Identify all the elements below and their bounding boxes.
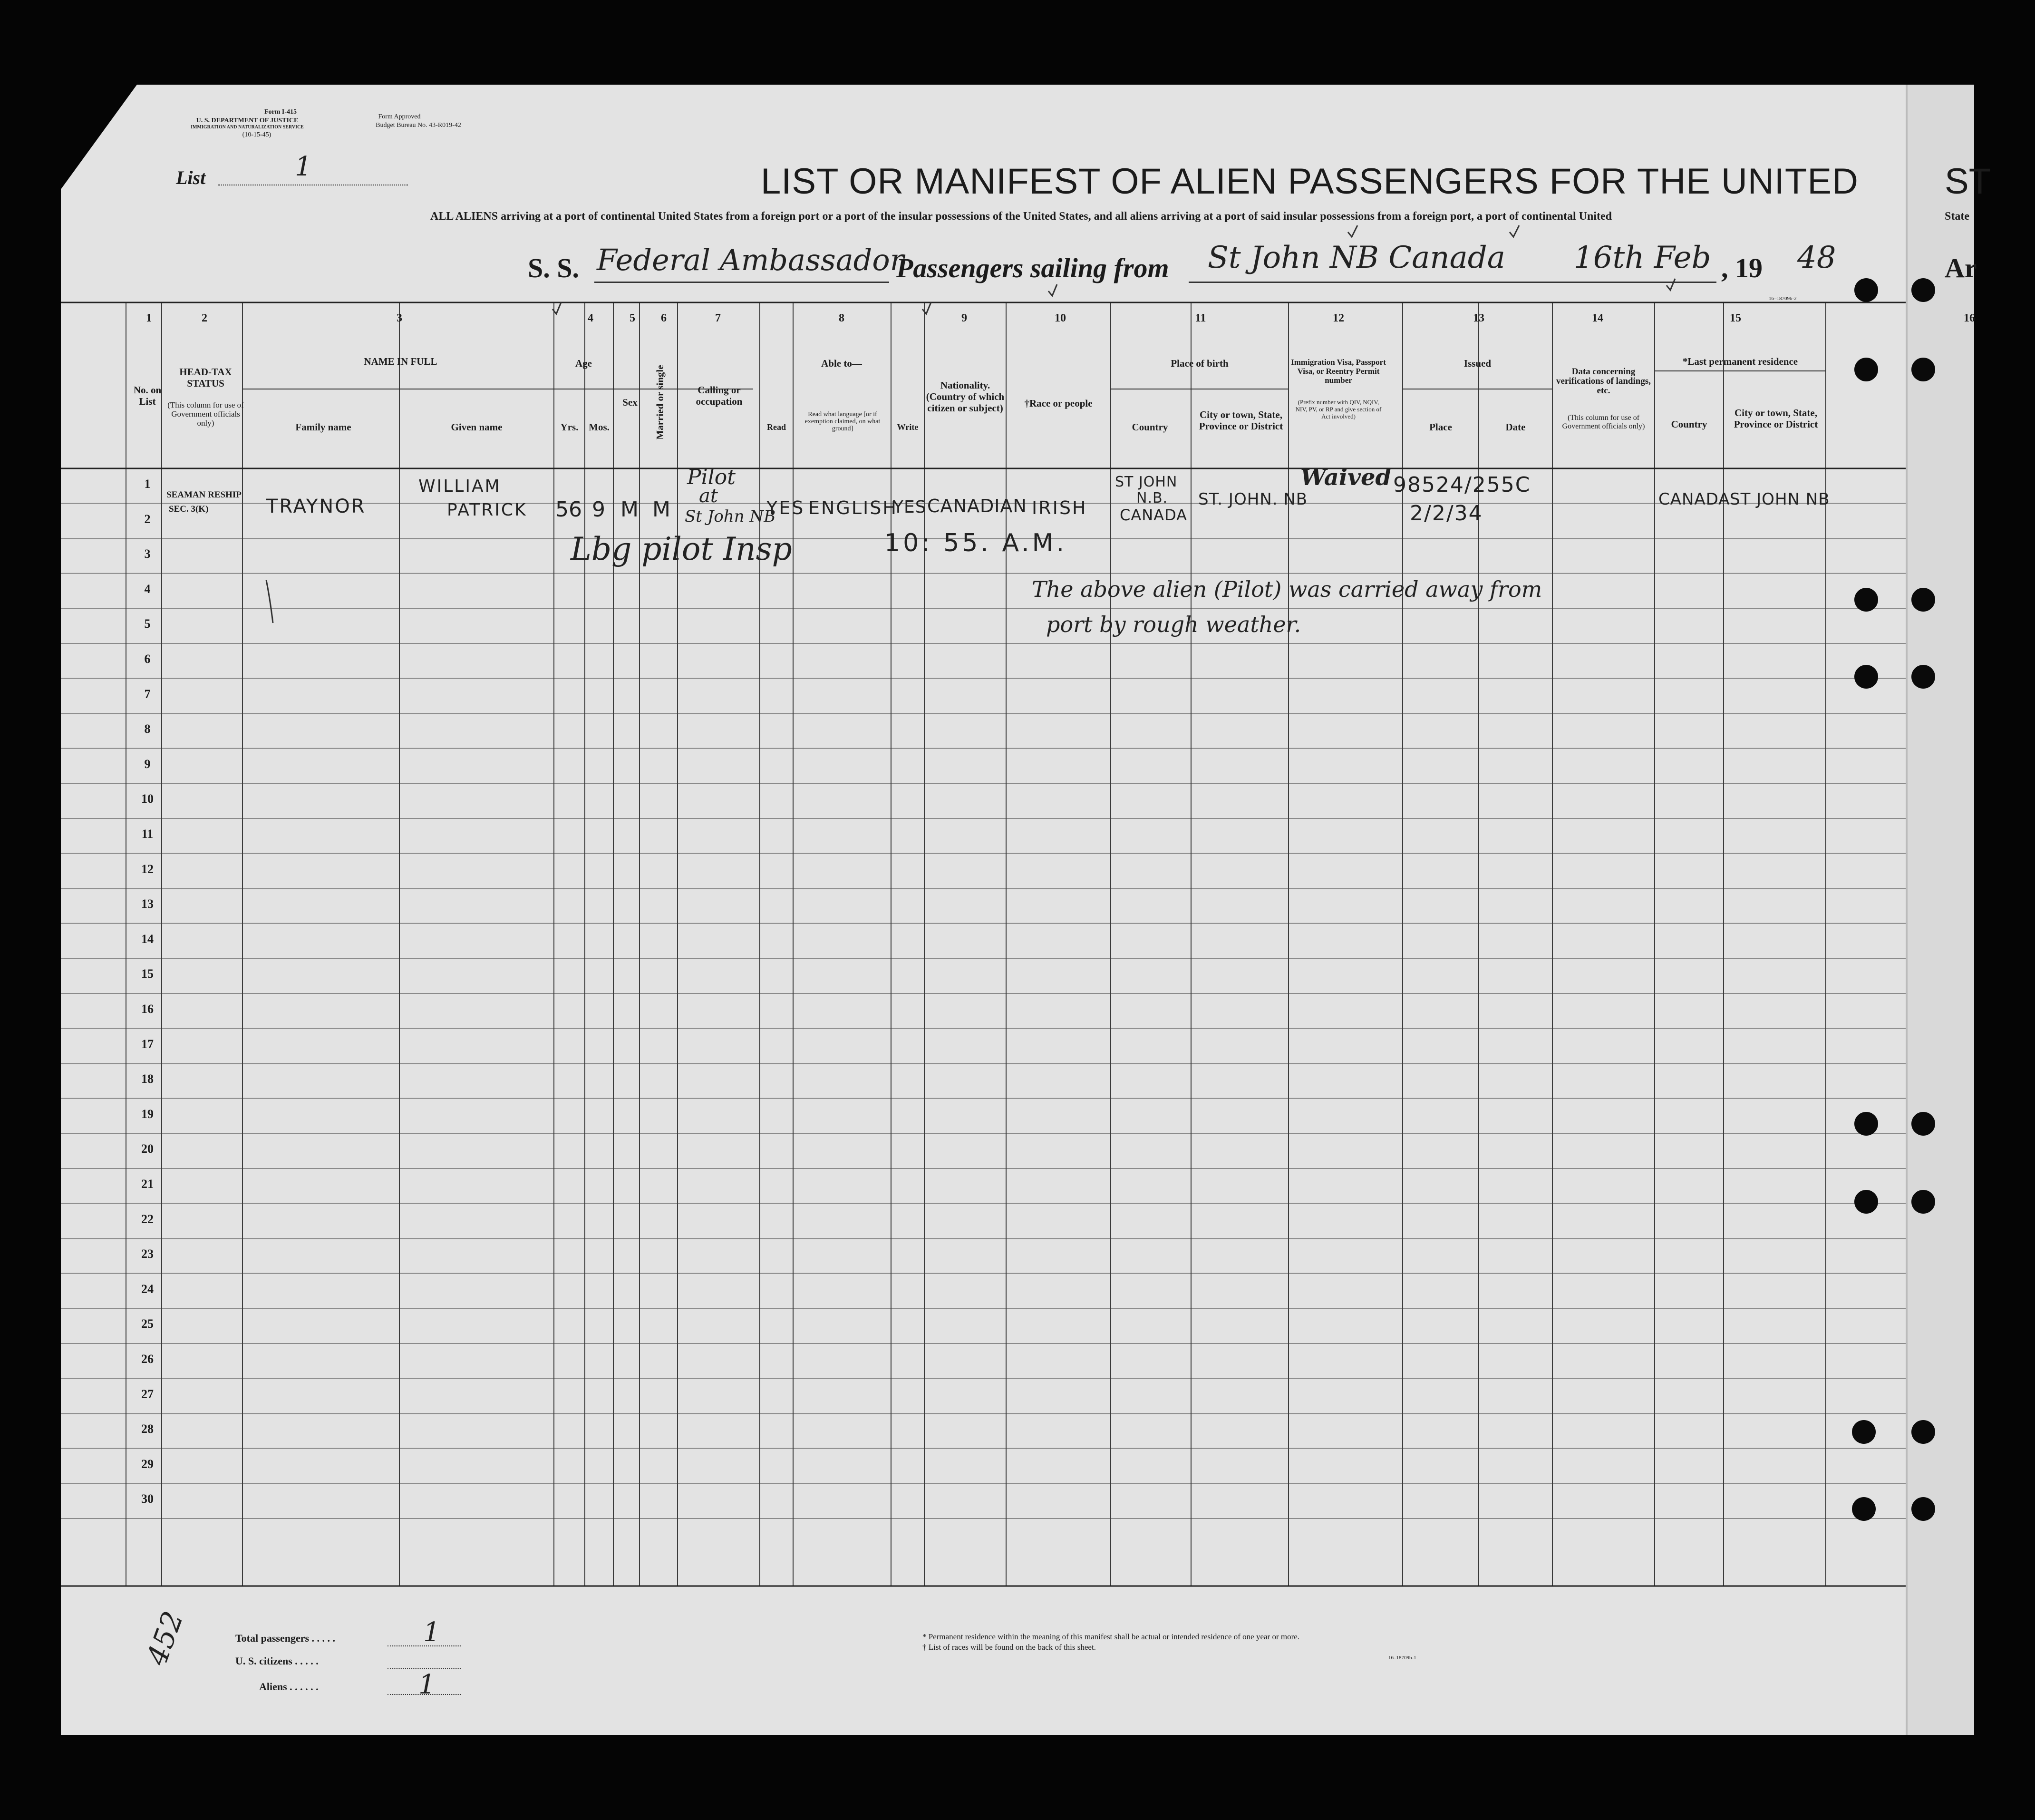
row-number: 4 — [144, 582, 151, 596]
entry-language: ENGLISH — [808, 497, 898, 518]
header-yrs: Yrs. — [560, 421, 579, 433]
entry-birth-city: ST. JOHN. NB — [1198, 490, 1308, 509]
margin-note: 452 — [140, 1607, 190, 1670]
entry-birth-country-1: ST JOHN — [1115, 474, 1178, 490]
col-number-4: 4 — [588, 312, 593, 324]
binder-hole — [1911, 1420, 1935, 1444]
header-sex: Sex — [622, 397, 638, 408]
row-number: 11 — [141, 827, 154, 841]
row-number: 23 — [141, 1247, 154, 1261]
form-subtitle: ALL ALIENS arriving at a port of continental United States from a foreign port or a port of the insular possessions of the United States, and all aliens arriving at a port of said insular possessions from a foreign port, a port of continental United — [430, 210, 1612, 223]
binder-hole — [1911, 1190, 1935, 1214]
header-mos: Mos. — [589, 421, 610, 433]
entry-issued-date: 2/2/34 — [1410, 501, 1483, 526]
entry-calling-2: at — [699, 485, 718, 507]
entry-yrs: 56 — [555, 497, 582, 522]
entry-annotation: Lbg pilot Insp — [571, 531, 792, 567]
ss-label: S. S. — [528, 253, 580, 283]
row-number: 19 — [141, 1107, 154, 1121]
next-sheet-col-number: 16 — [1964, 312, 1975, 324]
row-number: 15 — [141, 967, 154, 981]
total-passengers-value: 1 — [423, 1617, 440, 1648]
header-read-what: Read what language [or if exemption claimed, on what ground] — [804, 411, 881, 432]
row-number: 14 — [141, 932, 154, 946]
binder-hole — [1852, 1497, 1876, 1521]
row-number: 8 — [144, 722, 151, 736]
year: 48 — [1797, 240, 1836, 275]
row-number: 7 — [144, 687, 151, 701]
col-number-12: 12 — [1333, 312, 1344, 324]
form-department: U. S. DEPARTMENT OF JUSTICE — [196, 117, 299, 124]
entry-family-name: TRAYNOR — [266, 496, 366, 517]
entry-calling-3: St John NB — [685, 507, 776, 526]
header-able-to: Able to— — [821, 358, 862, 369]
header-place: Place — [1429, 421, 1452, 433]
header-head-tax-note: (This column for use of Government officials only) — [167, 400, 244, 428]
entry-given-name-1: WILLIAM — [418, 477, 501, 496]
row-number: 28 — [141, 1422, 154, 1436]
form-approved: Form Approved — [378, 113, 421, 120]
binder-hole — [1854, 1190, 1878, 1214]
row-number: 20 — [141, 1142, 154, 1156]
print-code-top: 16–18709b-2 — [1769, 296, 1797, 302]
col-number-1: 1 — [146, 312, 152, 324]
row-number: 16 — [141, 1002, 154, 1016]
row-number: 1 — [144, 477, 151, 491]
header-age: Age — [575, 358, 592, 369]
binder-hole — [1911, 1112, 1935, 1136]
sailing-date: 16th Feb — [1574, 240, 1711, 275]
year-prefix: , 19 — [1721, 253, 1763, 283]
binder-hole — [1854, 665, 1878, 689]
col-number-3: 3 — [397, 312, 402, 324]
row-number: 26 — [141, 1352, 154, 1366]
row-number: 12 — [141, 862, 154, 876]
header-head-tax: HEAD-TAX STATUS — [179, 366, 232, 389]
entry-sex: M — [620, 497, 640, 522]
entry-issued-place: 98524/255C — [1393, 473, 1531, 497]
footnote-residence: * Permanent residence within the meaning of this manifest shall be actual or intended residence of one year or more. — [922, 1632, 1300, 1641]
list-number: 1 — [295, 151, 312, 182]
binder-hole — [1854, 278, 1878, 302]
entry-remark-2: port by rough weather. — [1046, 612, 1301, 637]
header-visa: Immigration Visa, Passport Visa, or Reentry Permit number — [1291, 358, 1386, 385]
row-number: 2 — [144, 512, 151, 526]
col-number-10: 10 — [1055, 312, 1066, 324]
row-number: 24 — [141, 1282, 154, 1296]
header-last-residence: *Last permanent residence — [1682, 356, 1798, 367]
entry-lr-country: CANADA — [1658, 490, 1730, 509]
row-number: 9 — [144, 757, 151, 771]
binder-hole — [1854, 1112, 1878, 1136]
binder-hole — [1911, 665, 1935, 689]
total-passengers-label: Total passengers . . . . . — [235, 1632, 336, 1644]
entry-race: IRISH — [1032, 497, 1087, 518]
col-number-5: 5 — [630, 312, 635, 324]
row-number: 17 — [141, 1037, 154, 1051]
header-lr-country: Country — [1671, 419, 1707, 430]
col-number-2: 2 — [202, 312, 207, 324]
header-city: City or town, State, Province or District — [1199, 409, 1283, 432]
header-landings: Data concerning verifications of landings, etc. — [1556, 367, 1651, 396]
header-country: Country — [1132, 421, 1168, 433]
binder-hole — [1911, 358, 1935, 381]
header-family-name: Family name — [295, 421, 351, 433]
list-label: List — [176, 167, 206, 188]
binder-hole — [1852, 1420, 1876, 1444]
entry-time: 10: 55. A.M. — [884, 529, 1067, 557]
header-place-of-birth: Place of birth — [1171, 358, 1229, 369]
col-number-9: 9 — [961, 312, 967, 324]
entry-married: M — [652, 497, 672, 522]
form-title: LIST OR MANIFEST OF ALIEN PASSENGERS FOR THE UNITED — [761, 161, 1859, 202]
col-number-14: 14 — [1592, 312, 1603, 324]
entry-mos: 9 — [592, 497, 607, 522]
col-number-13: 13 — [1473, 312, 1484, 324]
aliens-value: 1 — [418, 1669, 436, 1700]
footnote-races: † List of races will be found on the back of this sheet. — [922, 1643, 1096, 1652]
row-number: 18 — [141, 1072, 154, 1086]
header-visa-note: (Prefix number with QIV, NQIV, NIV, PV, or RP and give section of Act involved) — [1295, 399, 1382, 420]
row-number: 29 — [141, 1457, 154, 1471]
form-number: Form I-415 — [264, 108, 297, 116]
entry-calling-1: Pilot — [687, 465, 736, 489]
entry-nationality: CANADIAN — [927, 496, 1027, 516]
header-given-name: Given name — [451, 421, 503, 433]
row-number: 13 — [141, 897, 154, 911]
header-read: Read — [767, 422, 786, 432]
header-date: Date — [1505, 421, 1526, 433]
entry-head-tax-1: SEAMAN RESHIP — [166, 490, 242, 500]
row-number: 6 — [144, 652, 151, 666]
binder-hole — [1854, 358, 1878, 381]
entry-given-name-2: PATRICK — [447, 500, 527, 520]
header-married: Married or single — [654, 365, 666, 440]
binder-hole — [1911, 1497, 1935, 1521]
entry-lr-city: ST JOHN NB — [1730, 490, 1830, 509]
us-citizens-label: U. S. citizens . . . . . — [235, 1655, 319, 1667]
col-number-7: 7 — [715, 312, 721, 324]
header-name-in-full: NAME IN FULL — [364, 356, 437, 367]
col-number-6: 6 — [661, 312, 667, 324]
binder-hole — [1911, 278, 1935, 302]
row-number: 27 — [141, 1387, 154, 1401]
col-number-11: 11 — [1195, 312, 1206, 324]
header-nationality: Nationality. (Country of which citizen or subject) — [926, 380, 1005, 414]
row-number: 10 — [141, 792, 154, 806]
row-number: 5 — [144, 617, 151, 631]
entry-birth-country-2: N.B. — [1136, 490, 1168, 506]
entry-visa: Waived — [1300, 464, 1392, 491]
row-number: 25 — [141, 1317, 154, 1331]
print-code-bottom: 16–18709b-1 — [1388, 1655, 1416, 1661]
header-issued: Issued — [1463, 358, 1492, 369]
header-calling: Calling or occupation — [696, 384, 743, 407]
header-write: Write — [897, 422, 919, 432]
header-no-on-list: No. on List — [133, 384, 162, 407]
form-service: IMMIGRATION AND NATURALIZATION SERVICE — [191, 125, 304, 130]
entry-read: YES — [766, 497, 805, 518]
ship-name: Federal Ambassador — [597, 243, 904, 277]
row-number: 21 — [141, 1177, 154, 1191]
entry-head-tax-2: SEC. 3(K) — [169, 504, 209, 514]
entry-write: YES — [893, 497, 927, 517]
binder-hole — [1911, 588, 1935, 612]
header-race: †Race or people — [1024, 398, 1093, 409]
budget-number: Budget Bureau No. 43-R019-42 — [376, 122, 461, 129]
col-number-15: 15 — [1730, 312, 1741, 324]
row-number: 22 — [141, 1212, 154, 1226]
header-landings-note: (This column for use of Government officials only) — [1562, 414, 1645, 430]
next-sheet-title: ST — [1945, 161, 1991, 202]
form-date-code: (10-15-45) — [242, 131, 271, 138]
next-sheet-subtitle: State — [1945, 210, 1969, 223]
aliens-label: Aliens . . . . . . — [259, 1681, 319, 1693]
row-number: 3 — [144, 547, 151, 561]
header-lr-city: City or town, State, Province or District — [1734, 407, 1818, 430]
passengers-label: Passengers sailing from — [896, 253, 1169, 283]
next-sheet-heading: Ar — [1945, 253, 1977, 283]
col-number-8: 8 — [839, 312, 844, 324]
entry-remark-1: The above alien (Pilot) was carried away from — [1032, 576, 1542, 602]
row-number: 30 — [141, 1492, 154, 1506]
port-name: St John NB Canada — [1208, 240, 1505, 275]
entry-birth-country-3: CANADA — [1120, 506, 1188, 524]
binder-hole — [1854, 588, 1878, 612]
